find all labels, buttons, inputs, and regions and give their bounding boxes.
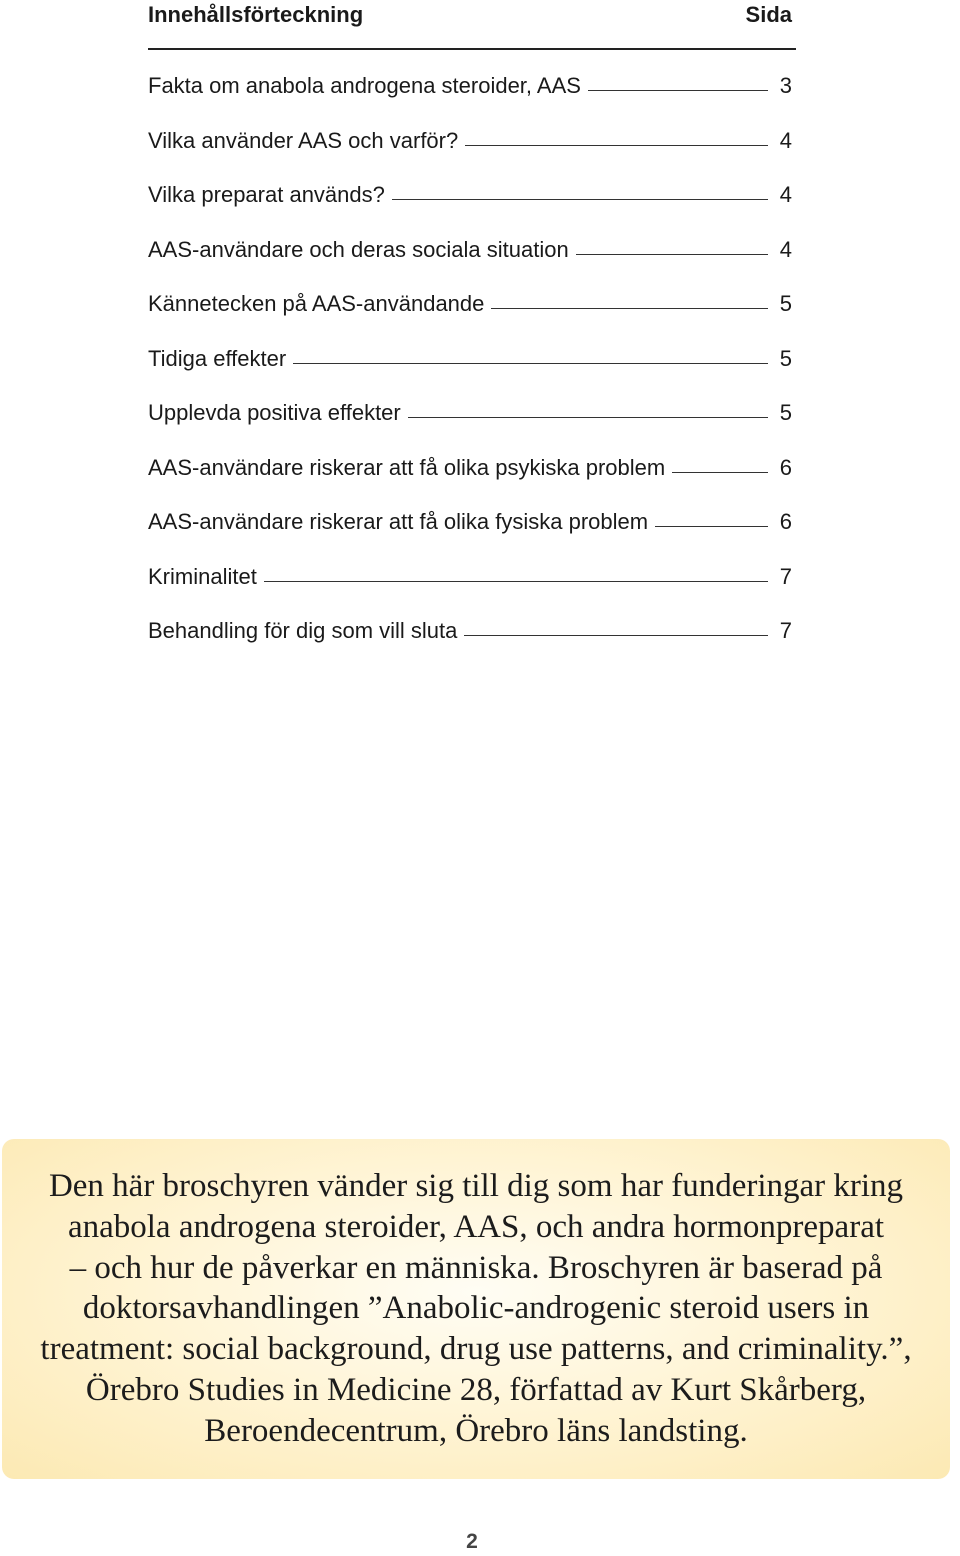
toc-entry-title: Fakta om anabola androgena steroider, AAS bbox=[148, 73, 581, 98]
toc-entry-page: 7 bbox=[779, 563, 792, 589]
brochure-description bbox=[2, 1166, 950, 1452]
toc-leader-line bbox=[464, 615, 768, 636]
toc-entry[interactable] bbox=[148, 506, 796, 561]
toc-leader-line bbox=[491, 288, 768, 309]
toc-entry-title: Kriminalitet bbox=[148, 563, 257, 589]
toc-entry[interactable] bbox=[148, 288, 796, 343]
toc-list bbox=[148, 70, 796, 670]
table-of-contents bbox=[148, 0, 796, 670]
toc-entry-title: Behandling för dig som vill sluta bbox=[148, 618, 458, 643]
toc-page-heading: Sida bbox=[745, 2, 792, 27]
toc-entry-page: 4 bbox=[779, 127, 792, 153]
description-line: anabola androgena steroider, AAS, och andra hormonpreparat bbox=[67, 1208, 885, 1245]
toc-heading: Innehållsförteckning bbox=[148, 2, 364, 27]
toc-entry-page: 6 bbox=[779, 454, 792, 480]
toc-entry[interactable] bbox=[148, 125, 796, 180]
toc-entry-page: 5 bbox=[779, 400, 792, 425]
toc-entry-title: Upplevda positiva effekter bbox=[148, 400, 401, 425]
toc-entry-title: AAS-användare riskerar att få olika fysiska problem bbox=[148, 509, 649, 534]
toc-leader-line bbox=[465, 125, 768, 146]
toc-leader-line bbox=[293, 343, 768, 364]
toc-entry-title: AAS-användare och deras sociala situation bbox=[148, 236, 569, 262]
page-number: 2 bbox=[466, 1530, 478, 1553]
description-line: doktorsavhandlingen ”Anabolic-androgenic steroid users in bbox=[82, 1290, 870, 1327]
description-line: Den här broschyren vänder sig till dig som har funderingar kring bbox=[48, 1168, 904, 1204]
toc-entry-page: 3 bbox=[779, 73, 792, 98]
toc-entry[interactable] bbox=[148, 561, 796, 616]
description-line: Örebro Studies in Medicine 28, författad av Kurt Skårberg, bbox=[85, 1371, 867, 1408]
toc-entry-page: 7 bbox=[779, 618, 792, 643]
toc-entry[interactable] bbox=[148, 397, 796, 452]
toc-leader-line bbox=[392, 179, 768, 200]
toc-leader-line bbox=[264, 561, 768, 582]
toc-entry-title: Vilka preparat används? bbox=[148, 182, 385, 207]
toc-entry[interactable] bbox=[148, 343, 796, 398]
toc-entry-page: 5 bbox=[779, 345, 792, 371]
toc-leader-line bbox=[408, 397, 768, 418]
toc-entry-title: Kännetecken på AAS-användande bbox=[148, 291, 485, 316]
description-line: Beroendecentrum, Örebro läns landsting. bbox=[204, 1412, 748, 1449]
toc-entry-page: 5 bbox=[779, 291, 792, 316]
toc-entry[interactable] bbox=[148, 179, 796, 234]
description-line: treatment: social background, drug use patterns, and criminality.”, bbox=[40, 1331, 912, 1368]
toc-entry-title: Vilka använder AAS och varför? bbox=[148, 127, 459, 153]
toc-entry-title: Tidiga effekter bbox=[148, 345, 287, 371]
brochure-info-box bbox=[2, 1139, 950, 1479]
toc-leader-line bbox=[655, 506, 768, 527]
toc-entry-page: 4 bbox=[779, 236, 792, 262]
toc-entry-title: AAS-användare riskerar att få olika psykiska problem bbox=[148, 454, 666, 480]
toc-entry-page: 4 bbox=[779, 182, 792, 207]
toc-entry[interactable] bbox=[148, 452, 796, 507]
toc-entry-page: 6 bbox=[779, 509, 792, 534]
toc-entry[interactable] bbox=[148, 234, 796, 289]
toc-leader-line bbox=[588, 70, 768, 91]
toc-header bbox=[148, 0, 796, 50]
toc-entry[interactable] bbox=[148, 70, 796, 125]
toc-leader-line bbox=[672, 452, 768, 473]
toc-entry[interactable] bbox=[148, 615, 796, 670]
toc-leader-line bbox=[576, 234, 768, 255]
description-line: – och hur de påverkar en människa. Broschyren är baserad på bbox=[69, 1249, 883, 1286]
